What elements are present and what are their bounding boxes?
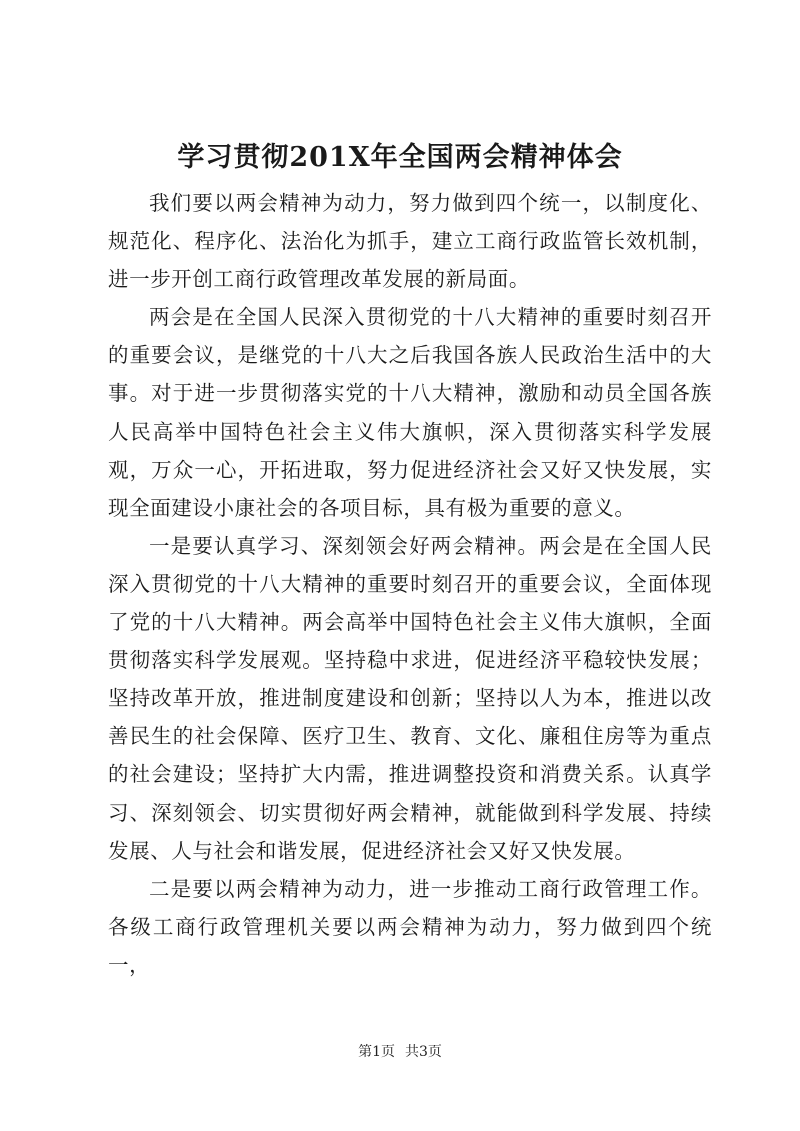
paragraph: 两会是在全国人民深入贯彻党的十八大精神的重要时刻召开的重要会议，是继党的十八大之后我国各族人民政治生活中的大事。对于进一步贯彻落实党的十八大精神，激励和动员全国各族人民高举中国特色社会主义伟大旗帜，深入贯彻落实科学发展观，万众一心，开拓进取，努力促进经济社会又好又快发展，实现全面建设小康社会的各项目标，具有极为重要的意义。 [108, 305, 712, 520]
page-number: 第1页 [358, 1044, 395, 1060]
page-footer [0, 1042, 800, 1062]
document-title: 学习贯彻201X年全国两会精神体会 [177, 142, 623, 173]
paragraph: 一是要认真学习、深刻领会好两会精神。两会是在全国人民深入贯彻党的十八大精神的重要时刻召开的重要会议，全面体现了党的十八大精神。两会高举中国特色社会主义伟大旗帜，全面贯彻落实科学发展观。坚持稳中求进，促进经济平稳较快发展；坚持改革开放，推进制度建设和创新；坚持以人为本，推进以改善民生的社会保障、医疗卫生、教育、文化、廉租住房等为重点的社会建设；坚持扩大内需，推进调整投资和消费关系。认真学习、深刻领会、切实贯彻好两会精神，就能做到科学发展、持续发展、人与社会和谐发展，促进经济社会又好又快发展。 [108, 533, 712, 863]
paragraph: 我们要以两会精神为动力，努力做到四个统一，以制度化、规范化、程序化、法治化为抓手，建立工商行政监管长效机制，进一步开创工商行政管理改革发展的新局面。 [108, 191, 712, 292]
page-total: 共3页 [405, 1044, 442, 1060]
paragraph: 二是要以两会精神为动力，进一步推动工商行政管理工作。各级工商行政管理机关要以两会精神为动力，努力做到四个统一， [108, 876, 712, 977]
document-body [108, 184, 712, 984]
